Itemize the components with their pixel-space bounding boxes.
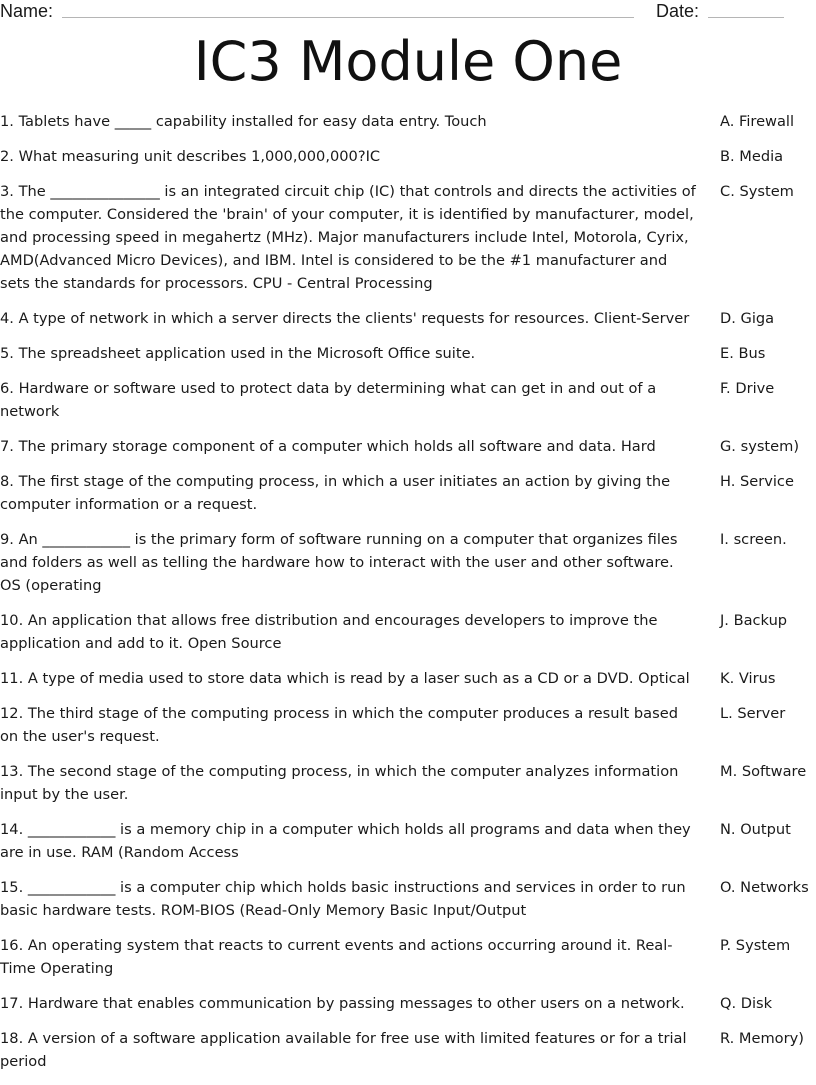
page-title: IC3 Module One [193,30,623,93]
name-label: Name: [0,1,54,21]
answer-option: J. Backup [720,612,788,629]
answer-option: F. Drive [720,380,775,397]
matching-row-7 [0,435,816,458]
matching-row-11 [0,667,816,690]
question-text: 2. What measuring unit describes 1,000,000,000?IC [0,148,381,165]
matching-row-13 [0,760,816,806]
name-blank-line [62,17,634,18]
question-text: 17. Hardware that enables communication by passing messages to other users on a network. [0,995,685,1012]
answer-option: K. Virus [720,670,776,687]
matching-row-16 [0,934,816,980]
question-text: 1. Tablets have _____ capability installed for easy data entry. Touch [0,113,487,130]
matching-row-5 [0,342,816,365]
question-text: 5. The spreadsheet application used in the Microsoft Office suite. [0,345,476,362]
answer-option: N. Output [720,821,791,838]
answer-option: M. Software [720,763,807,780]
answer-option: I. screen. [720,531,787,548]
question-text: 12. The third stage of the computing process in which the computer produces a result based on the user's request. [0,705,678,745]
matching-row-10 [0,609,816,655]
matching-row-15 [0,876,816,922]
question-text: 9. An ____________ is the primary form of software running on a computer that organizes files and folders as well as telling the hardware how to interact with the user and other software. OS (operating [0,531,678,594]
answer-option: C. System [720,183,794,200]
answer-option: B. Media [720,148,784,165]
answer-option: E. Bus [720,345,766,362]
answer-option: L. Server [720,705,786,722]
question-text: 8. The first stage of the computing process, in which a user initiates an action by giving the computer information or a request. [0,473,671,513]
answer-option: R. Memory) [720,1030,804,1047]
answer-option: A. Firewall [720,113,795,130]
matching-row-4 [0,307,816,330]
question-text: 6. Hardware or software used to protect data by determining what can get in and out of a network [0,380,657,420]
question-text: 11. A type of media used to store data which is read by a laser such as a CD or a DVD. Optical [0,670,690,687]
matching-row-6 [0,377,816,423]
matching-row-2 [0,145,816,168]
question-text: 15. ____________ is a computer chip which holds basic instructions and services in order to run basic hardware tests. ROM-BIOS (Read-Only Memory Basic Input/Output [0,879,686,919]
matching-row-12 [0,702,816,748]
matching-row-18 [0,1027,816,1073]
question-text: 18. A version of a software application available for free use with limited features or for a trial period [0,1030,687,1070]
matching-row-1 [0,110,816,133]
question-text: 7. The primary storage component of a computer which holds all software and data. Hard [0,438,656,455]
question-text: 13. The second stage of the computing process, in which the computer analyzes information input by the user. [0,763,679,803]
question-text: 3. The _______________ is an integrated circuit chip (IC) that controls and directs the activities of the computer. Considered the 'brain' of your computer, it is identified by manufacturer, model, and processing speed in megahertz (MHz). Major manufacturers include Intel, Motorola, Cyrix, AMD(Advanced Micro Devices), and IBM. Intel is considered to be the #1 manufacturer and sets the standards for processors. CPU - Central Processing [0,183,696,292]
matching-row-14 [0,818,816,864]
answer-option: H. Service [720,473,794,490]
matching-row-17 [0,992,816,1015]
worksheet-header [0,0,816,24]
question-text: 16. An operating system that reacts to current events and actions occurring around it. Real-Time Operating [0,937,673,977]
answer-option: P. System [720,937,791,954]
date-blank-line [708,17,784,18]
question-text: 4. A type of network in which a server directs the clients' requests for resources. Client-Server [0,310,690,327]
matching-row-8 [0,470,816,516]
date-label: Date: [656,1,700,21]
matching-list [0,110,816,1085]
answer-option: Q. Disk [720,995,773,1012]
question-text: 10. An application that allows free distribution and encourages developers to improve the application and add to it. Open Source [0,612,658,652]
question-text: 14. ____________ is a memory chip in a computer which holds all programs and data when they are in use. RAM (Random Access [0,821,691,861]
matching-row-9 [0,528,816,597]
matching-row-3 [0,180,816,295]
answer-option: O. Networks [720,879,809,896]
answer-option: G. system) [720,438,800,455]
answer-option: D. Giga [720,310,775,327]
